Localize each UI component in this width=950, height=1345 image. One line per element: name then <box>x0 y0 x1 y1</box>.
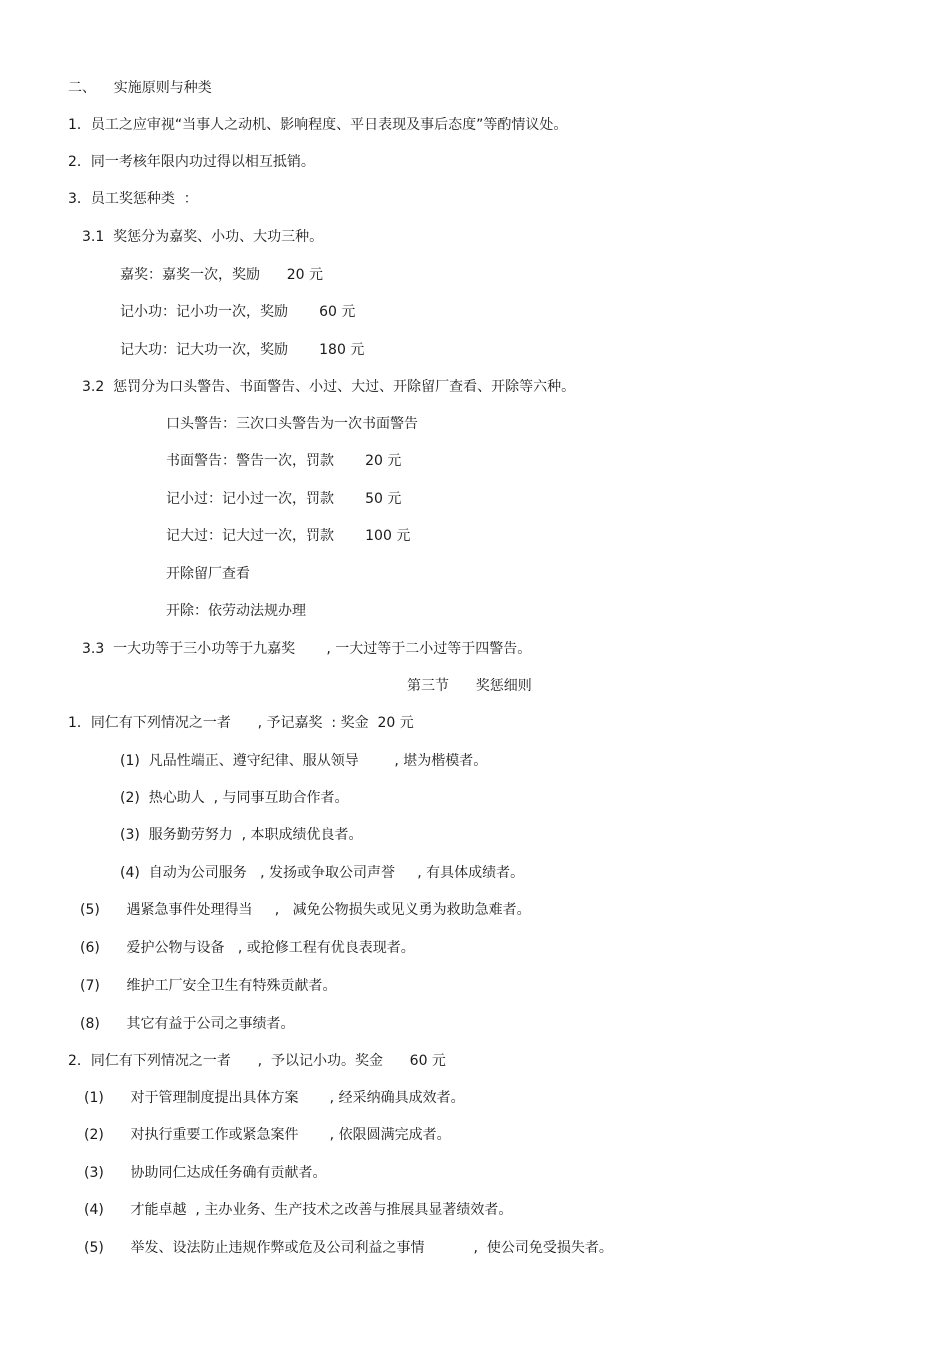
list-item: (3) 协助同仁达成任务确有贡献者。 <box>84 1165 327 1181</box>
paragraph: 3．员工奖惩种类 ： <box>68 191 198 207</box>
list-item: 书面警告：警告一次，罚款 20 元 <box>166 453 402 469</box>
section-heading: 二、 实施原则与种类 <box>68 80 212 96</box>
list-item: (8) 其它有益于公司之事绩者。 <box>80 1016 295 1032</box>
list-item: 开除留厂查看 <box>166 566 250 582</box>
list-item: 记小功：记小功一次，奖励 60 元 <box>120 304 356 320</box>
paragraph: 1．同仁有下列情况之一者 , 予记嘉奖 : 奖金 20 元 <box>68 715 414 731</box>
sub-paragraph: 3.1 奖惩分为嘉奖、小功、大功三种。 <box>82 229 324 245</box>
section-title: 第三节 奖惩细则 <box>407 678 532 694</box>
sub-paragraph: 3.3 一大功等于三小功等于九嘉奖 , 一大过等于二小过等于四警告。 <box>82 641 532 657</box>
list-item: 记大功：记大功一次，奖励 180 元 <box>120 342 365 358</box>
list-item: 开除：依劳动法规办理 <box>166 603 306 619</box>
list-item: (5) 举发、设法防止违规作弊或危及公司利益之事情 , 使公司免受损失者。 <box>84 1240 613 1256</box>
list-item: 嘉奖：嘉奖一次，奖励 20 元 <box>120 267 323 283</box>
sub-paragraph: 3.2 惩罚分为口头警告、书面警告、小过、大过、开除留厂查看、开除等六种。 <box>82 379 576 395</box>
list-item: (1) 对于管理制度提出具体方案 , 经采纳确具成效者。 <box>84 1090 465 1106</box>
list-item: 记大过：记大过一次，罚款 100 元 <box>166 528 411 544</box>
list-item: (3) 服务勤劳努力 , 本职成绩优良者。 <box>120 827 363 843</box>
list-item: (7) 维护工厂安全卫生有特殊贡献者。 <box>80 978 337 994</box>
list-item: (4) 才能卓越 , 主办业务、生产技术之改善与推展具显著绩效者。 <box>84 1202 513 1218</box>
paragraph: 2．同仁有下列情况之一者 , 予以记小功。奖金 60 元 <box>68 1053 446 1069</box>
list-item: 口头警告：三次口头警告为一次书面警告 <box>166 416 418 432</box>
list-item: 记小过：记小过一次，罚款 50 元 <box>166 491 402 507</box>
list-item: (2) 热心助人 , 与同事互助合作者。 <box>120 790 349 806</box>
list-item: (1) 凡品性端正、遵守纪律、服从领导 , 堪为楷模者。 <box>120 753 488 769</box>
paragraph: 2．同一考核年限内功过得以相互抵销。 <box>68 154 315 170</box>
list-item: (5) 遇紧急事件处理得当 , 减免公物损失或见义勇为救助急难者。 <box>80 902 531 918</box>
paragraph: 1．员工之应审视“当事人之动机、影响程度、平日表现及事后态度”等酌情议处。 <box>68 117 568 133</box>
list-item: (6) 爱护公物与设备 , 或抢修工程有优良表现者。 <box>80 940 415 956</box>
list-item: (2) 对执行重要工作或紧急案件 , 依限圆满完成者。 <box>84 1127 451 1143</box>
list-item: (4) 自动为公司服务 , 发扬或争取公司声誉 , 有具体成绩者。 <box>120 865 525 881</box>
